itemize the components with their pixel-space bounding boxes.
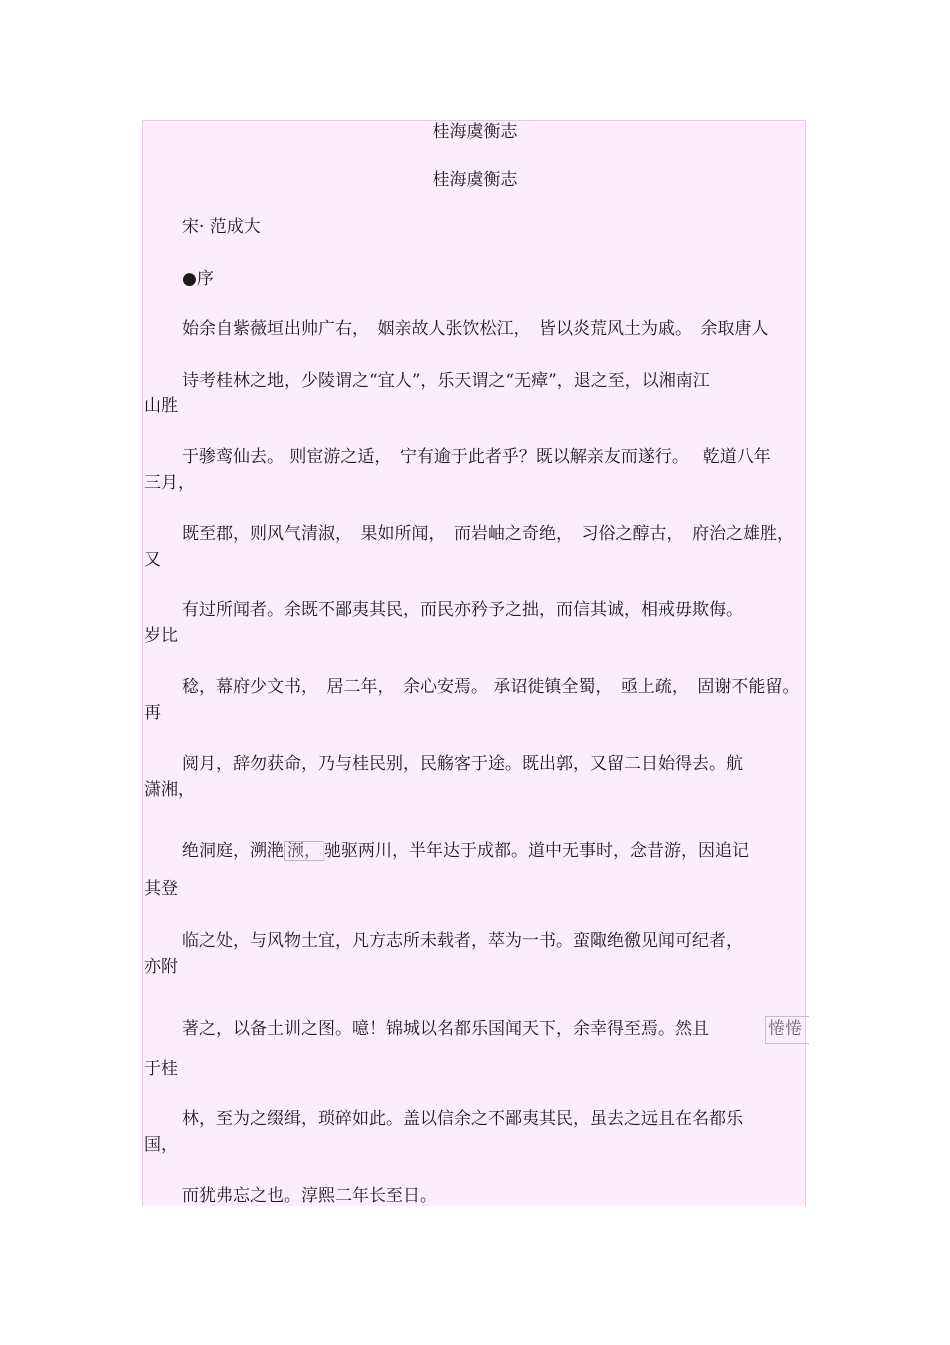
line-8-part-a: 绝洞庭，溯滟 xyxy=(182,841,284,861)
section-heading: ●序 xyxy=(182,269,214,289)
paragraph-line-7: 阅月，辞勿获命，乃与桂民别，民觞客于途。既出郭，又留二日始得去。航 xyxy=(182,754,743,774)
paragraph-line-4: 既至郡，则风气清淑， 果如所闻， 而岩岫之奇绝， 习俗之醇古， 府治之雄胜， xyxy=(182,524,794,544)
paragraph-line-5: 有过所闻者。余既不鄙夷其民，而民亦矜予之拙，而信其诚，相戒毋欺侮。 xyxy=(182,600,743,620)
paragraph-line-7-wrap: 潇湘， xyxy=(144,780,195,800)
inserted-character-box: 惓惓 xyxy=(765,1016,809,1044)
document-page xyxy=(142,120,806,1206)
paragraph-line-9-wrap: 亦附 xyxy=(144,957,178,977)
paragraph-line-10-wrap: 于桂 xyxy=(144,1059,178,1079)
paragraph-line-6: 稔，幕府少文书， 居二年， 余心安焉。 承诏徙镇全蜀， 亟上疏， 固谢不能留。 xyxy=(182,677,800,697)
paragraph-line-10: 著之，以备土训之图。噫！锦城以名都乐国闻天下，余幸得至焉。然且 xyxy=(182,1019,709,1039)
line-8-part-b: 驰驱两川，半年达于成都。道中无事时，念昔游，因追记 xyxy=(324,841,749,861)
paragraph-line-8 xyxy=(182,841,749,861)
paragraph-line-3: 于骖鸾仙去。 则宦游之适， 宁有逾于此者乎？既以解亲友而遂行。 乾道八年 xyxy=(182,447,771,467)
header-title: 桂海虞衡志 xyxy=(432,122,518,142)
paragraph-line-2-wrap: 山胜 xyxy=(144,396,178,416)
author-line: 宋· 范成大 xyxy=(182,217,261,237)
paragraph-line-11: 林，至为之缀缉，琐碎如此。盖以信余之不鄙夷其民，虽去之远且在名都乐 xyxy=(182,1109,743,1129)
paragraph-line-6-wrap: 再 xyxy=(144,703,161,723)
paragraph-line-3-wrap: 三月， xyxy=(144,473,195,493)
boxed-character: 滪， xyxy=(284,841,324,861)
paragraph-line-1: 始余自紫薇垣出帅广右， 姻亲故人张饮松江， 皆以炎荒风土为戚。 余取唐人 xyxy=(182,319,769,339)
paragraph-line-12: 而犹弗忘之也。淳熙二年长至日。 xyxy=(182,1186,437,1206)
paragraph-line-11-wrap: 国， xyxy=(144,1135,178,1155)
paragraph-line-4-wrap: 又 xyxy=(144,550,161,570)
document-title: 桂海虞衡志 xyxy=(432,170,518,190)
paragraph-line-2: 诗考桂林之地，少陵谓之“宜人”，乐天谓之“无瘴”，退之至，以湘南江 xyxy=(182,371,710,391)
paragraph-line-8-wrap: 其登 xyxy=(144,879,178,899)
paragraph-line-9: 临之处，与风物土宜，凡方志所未载者，萃为一书。蛮陬绝徼见闻可纪者， xyxy=(182,931,743,951)
paragraph-line-5-wrap: 岁比 xyxy=(144,626,178,646)
